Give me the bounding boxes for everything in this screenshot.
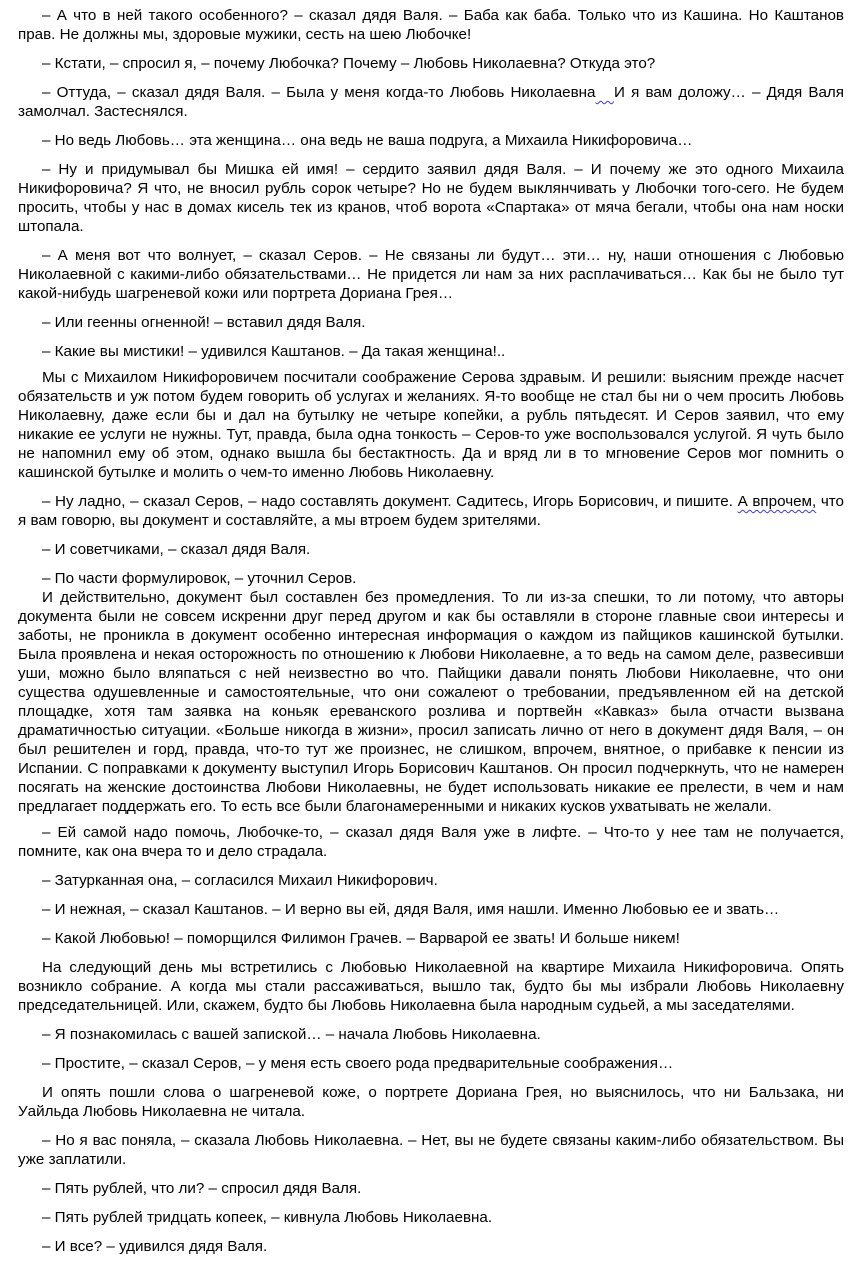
paragraph-dialogue: – Какой Любовью! – поморщился Филимон Грачев. – Варварой ее звать! И больше никем! — [42, 930, 680, 947]
paragraph-dialogue: – Простите, – сказал Серов, – у меня есть своего рода предварительные соображения… — [42, 1055, 674, 1072]
paragraph-dialogue: – А меня вот что волнует, – сказал Серов. – Не связаны ли будут… эти… ну, наши отношения с Любовью Николаевной с какими-либо обязательствами… Не придется ли нам за них расплачиваться… Как бы не было тут какой-нибудь шагреневой кожи или портрета Дориана Грея… — [18, 247, 844, 302]
clipped-line — [18, 569, 844, 586]
paragraph-dialogue: – И советчиками, – сказал дядя Валя. — [42, 541, 311, 558]
paragraph-dialogue: – Затурканная она, – согласился Михаил Никифорович. — [42, 872, 438, 889]
paragraph-dialogue: – Пять рублей, что ли? – спросил дядя Валя. — [42, 1180, 362, 1197]
text-span: – Ну ладно, – сказал Серов, – надо составлять документ. Садитесь, Игорь Борисович, и пишите. — [42, 493, 738, 510]
paragraph-dialogue: – И все? – удивился дядя Валя. — [42, 1238, 268, 1255]
paragraph-dialogue: – Или геенны огненной! – вставил дядя Валя. — [42, 314, 366, 331]
paragraph-narrative: На следующий день мы встретились с Любовью Николаевной на квартире Михаила Никифоровича. Опять возникло собрание. А когда мы стали рассаживаться, вышло так, будто бы мы избрали Любовь Николаевну председательницей. Или, скажем, будто бы Любовь Николаевна была народным судьей, а мы заседателями. — [18, 959, 844, 1014]
document-page — [18, 6, 844, 1266]
text-span: – Оттуда, – сказал дядя Валя. – Была у меня когда-то Любовь Николаевна — [42, 84, 596, 101]
paragraph-dialogue: – А что в ней такого особенного? – сказал дядя Валя. – Баба как баба. Только что из Кашина. Но Каштанов прав. Не должны мы, здоровые мужики, сесть на шею Любочке! — [18, 7, 844, 43]
paragraph-dialogue: – Но ведь Любовь… эта женщина… она ведь не ваша подруга, а Михаила Никифоровича… — [42, 132, 693, 149]
paragraph-narrative: И действительно, документ был составлен без промедления. То ли из-за спешки, то ли потому, что авторы документа были не совсем искренни друг перед другом и как бы оставляли в стороне главные свои интересы и заботы, не проникла в документ особенно интересная информация о каждом из пайщиков кашинской бутылки. Была проявлена и некая осторожность по отношению к Любови Николаевне, а то ведь на самом деле, развесивши уши, можно было вляпаться с ней неизвестно во что. Пайщики давали понять Любови Николаевне, что они существа одушевленные и самостоятельные, что они сожалеют о требовании, предъявленном ей на детской площадке, хотя там заявка на коньяк ереванского розлива и портвейн «Кавказ» была отчасти вызвана драматичностью ситуации. «Больше никогда в жизни», просил записать лично от него в документ дядя Валя, – он был решителен и горд, правда, что-то тут же произнес, не слишком, впрочем, внятное, о прибавке к пенсии из Испании. С поправками к документу выступил Игорь Борисович Каштанов. Он просил подчеркнуть, что не намерен посягать на женские достоинства Любови Николаевны, не будет использовать никакие ее прелести, в чем и нам предлагает поддержать его. То есть все были благонамеренными и никаких кусков ухватывать не желали. — [18, 589, 844, 815]
paragraph-dialogue: – Какие вы мистики! – удивился Каштанов. – Да такая женщина!.. — [42, 343, 506, 360]
paragraph-dialogue — [18, 83, 844, 121]
paragraph-dialogue: – И нежная, – сказал Каштанов. – И верно вы ей, дядя Валя, имя нашли. Именно Любовью ее и звать… — [42, 901, 780, 918]
spellcheck-squiggle[interactable] — [596, 84, 615, 101]
paragraph-dialogue — [18, 492, 844, 530]
paragraph-dialogue: – Ей самой надо помочь, Любочке-то, – сказал дядя Валя уже в лифте. – Что-то у нее там не получается, помните, как она вчера то и дело страдала. — [18, 824, 844, 860]
text-span: И я вам доложу… – Дядя Валя замолчал. Застеснялся. — [18, 84, 844, 120]
paragraph-dialogue: – Пять рублей тридцать копеек, – кивнула Любовь Николаевна. — [42, 1209, 493, 1226]
text-span: что я вам говорю, вы документ и составляйте, а мы втроем будем зрителями. — [18, 493, 844, 529]
paragraph-dialogue: – По части формулировок, – уточнил Серов. — [42, 570, 357, 586]
paragraph-dialogue: – Я познакомилась с вашей запиской… – начала Любовь Николаевна. — [42, 1026, 541, 1043]
paragraph-narrative: Мы с Михаилом Никифоровичем посчитали соображение Серова здравым. И решили: выясним прежде насчет обязательств и уж потом будем говорить об услугах и желаниях. Я-то вообще не стал бы ни о чем просить Любовь Николаевну, даже если бы и дал на бутылку не четыре копейки, а рубль пятьдесят. И Серов заявил, что ему никакие ее услуги не нужны. Тут, правда, была одна тонкость – Серов-то уже воспользовался услугой. Я чуть было не напомнил ему об этом, однако вышла бы бестактность. Да и вряд ли в то мгновение Серов мог помнить о кашинской бутылке и молить о чем-то именно Любовь Николаевну. — [18, 369, 844, 481]
spellcheck-squiggle[interactable]: А впрочем, — [737, 493, 817, 510]
paragraph-narrative: И опять пошли слова о шагреневой коже, о портрете Дориана Грея, но выяснилось, что ни Бальзака, ни Уайльда Любовь Николаевна не читала. — [18, 1084, 844, 1120]
paragraph-dialogue: – Ну и придумывал бы Мишка ей имя! – сердито заявил дядя Валя. – И почему же это одного Михаила Никифоровича? Я что, не вносил рубль сорок четыре? Но не будем выклянчивать у Любочки того-сего. Не будем просить, чтобы у нас в домах кисель тек из кранов, чтоб ворота «Спартака» от мяча бегали, чтобы она нам носки штопала. — [18, 161, 844, 235]
paragraph-dialogue: – Кстати, – спросил я, – почему Любочка? Почему – Любовь Николаевна? Откуда это? — [42, 55, 656, 72]
paragraph-dialogue: – Но я вас поняла, – сказала Любовь Николаевна. – Нет, вы не будете связаны каким-либо обязательством. Вы уже заплатили. — [18, 1132, 844, 1168]
